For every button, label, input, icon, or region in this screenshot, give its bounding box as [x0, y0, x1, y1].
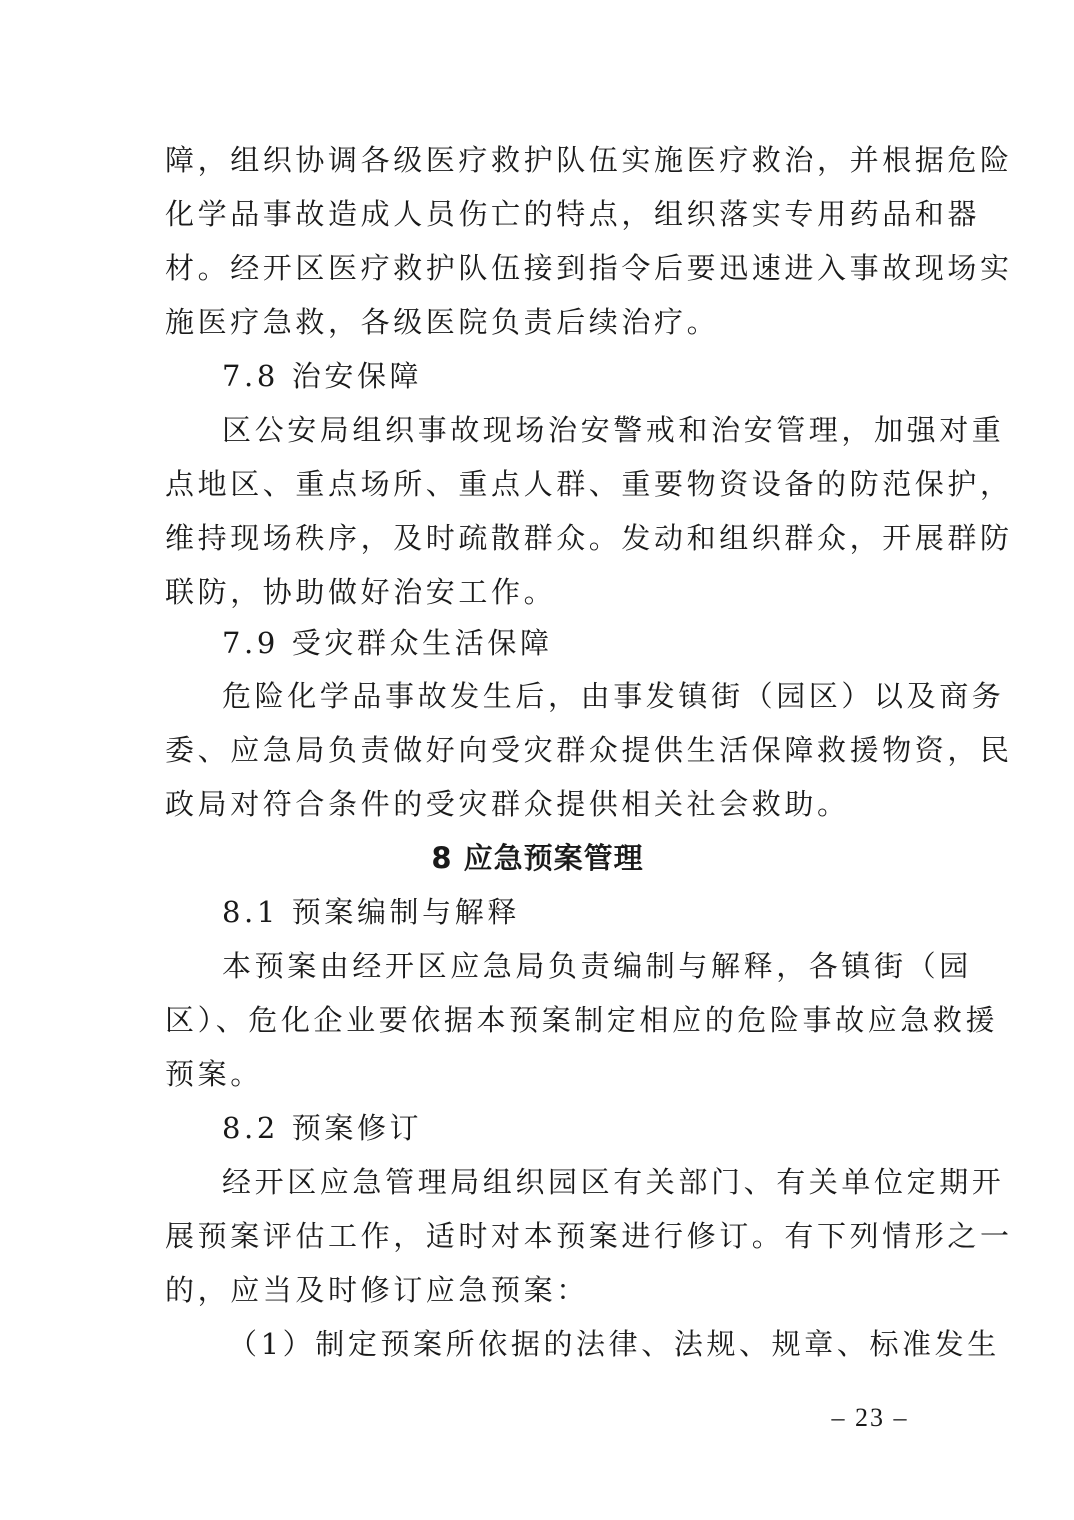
paragraph-line: 委、应急局负责做好向受灾群众提供生活保障救援物资，民: [165, 733, 1013, 767]
section-heading-7-9: 7.9 受灾群众生活保障: [222, 626, 553, 660]
page-number: – 23 –: [831, 1403, 909, 1432]
section-heading-7-8: 7.8 治安保障: [222, 359, 423, 393]
paragraph-line: 的，应当及时修订应急预案：: [165, 1273, 589, 1307]
paragraph-line: 维持现场秩序，及时疏散群众。发动和组织群众，开展群防: [165, 521, 1013, 555]
paragraph-line: 本预案由经开区应急局负责编制与解释，各镇街（园: [222, 949, 972, 983]
paragraph-line: 经开区应急管理局组织园区有关部门、有关单位定期开: [222, 1165, 1005, 1199]
paragraph-line: 预案。: [165, 1057, 263, 1091]
paragraph-line: 区）、危化企业要依据本预案制定相应的危险事故应急救援: [165, 1003, 999, 1037]
chapter-heading: 8 应急预案管理: [431, 841, 644, 875]
paragraph-line: 障，组织协调各级医疗救护队伍实施医疗救治，并根据危险: [165, 143, 1013, 177]
paragraph-line: 化学品事故造成人员伤亡的特点，组织落实专用药品和器: [165, 197, 981, 231]
paragraph-line: 联防，协助做好治安工作。: [165, 575, 557, 609]
paragraph-line: 区公安局组织事故现场治安警戒和治安管理，加强对重: [222, 413, 1005, 447]
paragraph-line: 展预案评估工作，适时对本预案进行修订。有下列情形之一: [165, 1219, 1013, 1253]
paragraph-line: 施医疗急救，各级医院负责后续治疗。: [165, 305, 720, 339]
section-heading-8-1: 8.1 预案编制与解释: [222, 895, 520, 929]
list-item: （1）制定预案所依据的法律、法规、规章、标准发生: [228, 1327, 1000, 1361]
paragraph-line: 点地区、重点场所、重点人群、重要物资设备的防范保护，: [165, 467, 1013, 501]
paragraph-line: 材。经开区医疗救护队伍接到指令后要迅速进入事故现场实: [165, 251, 1013, 285]
section-heading-8-2: 8.2 预案修订: [222, 1111, 423, 1145]
paragraph-line: 政局对符合条件的受灾群众提供相关社会救助。: [165, 787, 850, 821]
paragraph-line: 危险化学品事故发生后，由事发镇街（园区）以及商务: [222, 679, 1005, 713]
